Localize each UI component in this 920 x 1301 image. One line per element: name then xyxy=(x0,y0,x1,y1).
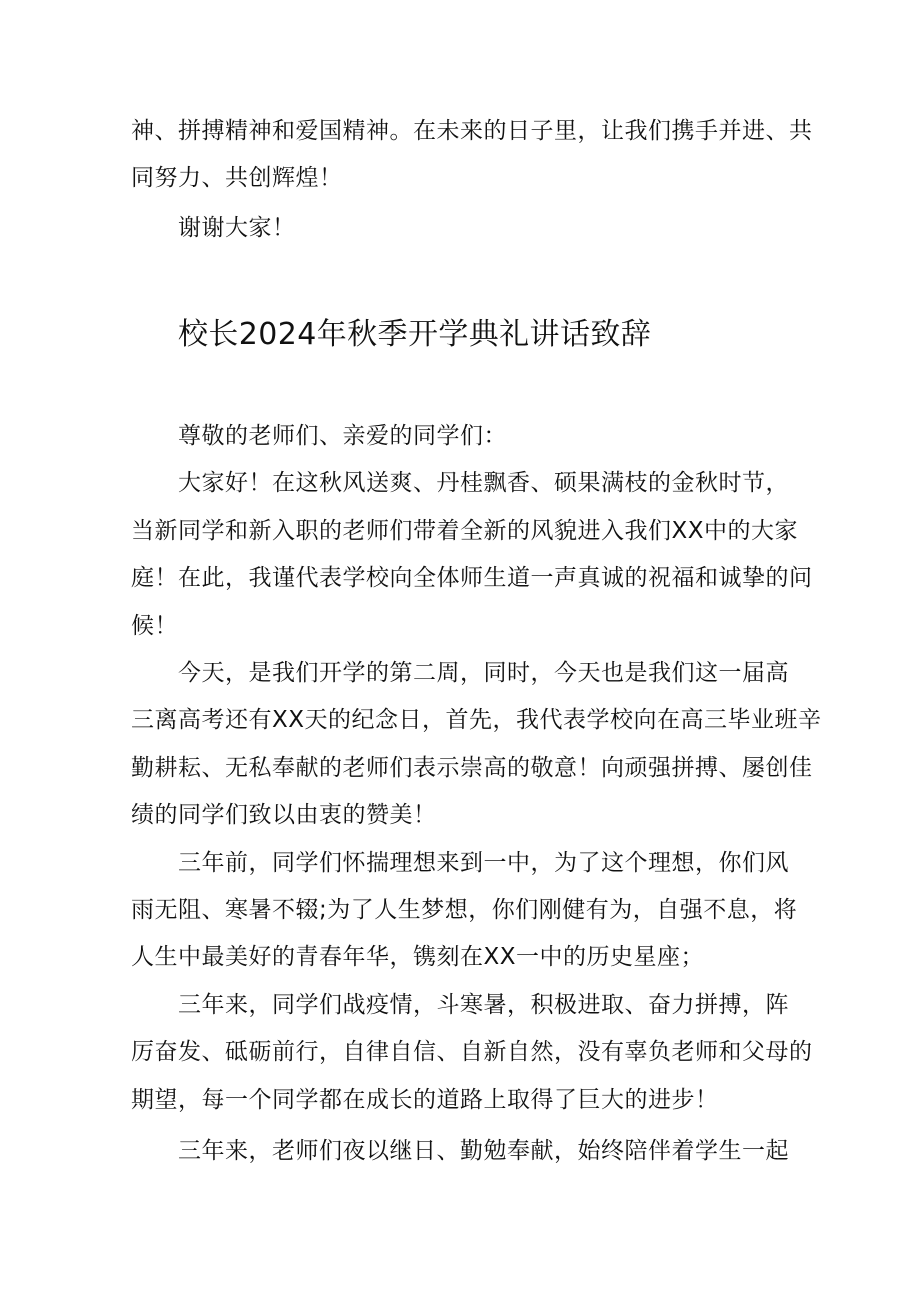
para5-line-1: 三年来，老师们夜以继日、勤勉奉献，始终陪伴着学生一起 xyxy=(178,1138,789,1164)
intro-line-2: 同努力、共创辉煌！ xyxy=(131,165,343,191)
para1-line-3: 庭！在此，我谨代表学校向全体师生道一声真诚的祝福和诚挚的问 xyxy=(131,565,813,591)
para2-line-4: 绩的同学们致以由衷的赞美！ xyxy=(131,802,437,828)
intro-line-1: 神、拼搏精神和爱国精神。在未来的日子里，让我们携手并进、共 xyxy=(131,118,813,144)
intro-thanks: 谢谢大家！ xyxy=(178,215,296,241)
para2-line-2: 三离高考还有XX天的纪念日，首先，我代表学校向在高三毕业班辛 xyxy=(131,707,822,733)
para2-line-1: 今天，是我们开学的第二周，同时，今天也是我们这一届高 xyxy=(178,660,789,686)
para2-line-3: 勤耕耘、无私奉献的老师们表示崇高的敬意！向顽强拼搏、屡创佳 xyxy=(131,755,813,781)
salutation: 尊敬的老师们、亲爱的同学们： xyxy=(178,423,507,449)
para4-line-1: 三年来，同学们战疫情，斗寒暑，积极进取、奋力拼搏，阵 xyxy=(178,992,789,1018)
para1-line-4: 候！ xyxy=(131,613,178,639)
para3-line-1: 三年前，同学们怀揣理想来到一中，为了这个理想，你们风 xyxy=(178,850,789,876)
page-title: 校长2024年秋季开学典礼讲话致辞 xyxy=(178,317,652,352)
para4-line-3: 期望，每一个同学都在成长的道路上取得了巨大的进步！ xyxy=(131,1087,719,1113)
para3-line-3: 人生中最美好的青春年华，镌刻在XX一中的历史星座； xyxy=(131,944,705,970)
para3-line-2: 雨无阻、寒暑不辍;为了人生梦想，你们刚健有为，自强不息，将 xyxy=(131,897,798,923)
para1-line-1: 大家好！在这秋风送爽、丹桂飘香、硕果满枝的金秋时节， xyxy=(178,470,789,496)
para1-line-2: 当新同学和新入职的老师们带着全新的风貌进入我们XX中的大家 xyxy=(131,518,799,544)
para4-line-2: 厉奋发、砥砺前行，自律自信、自新自然，没有辜负老师和父母的 xyxy=(131,1039,813,1065)
